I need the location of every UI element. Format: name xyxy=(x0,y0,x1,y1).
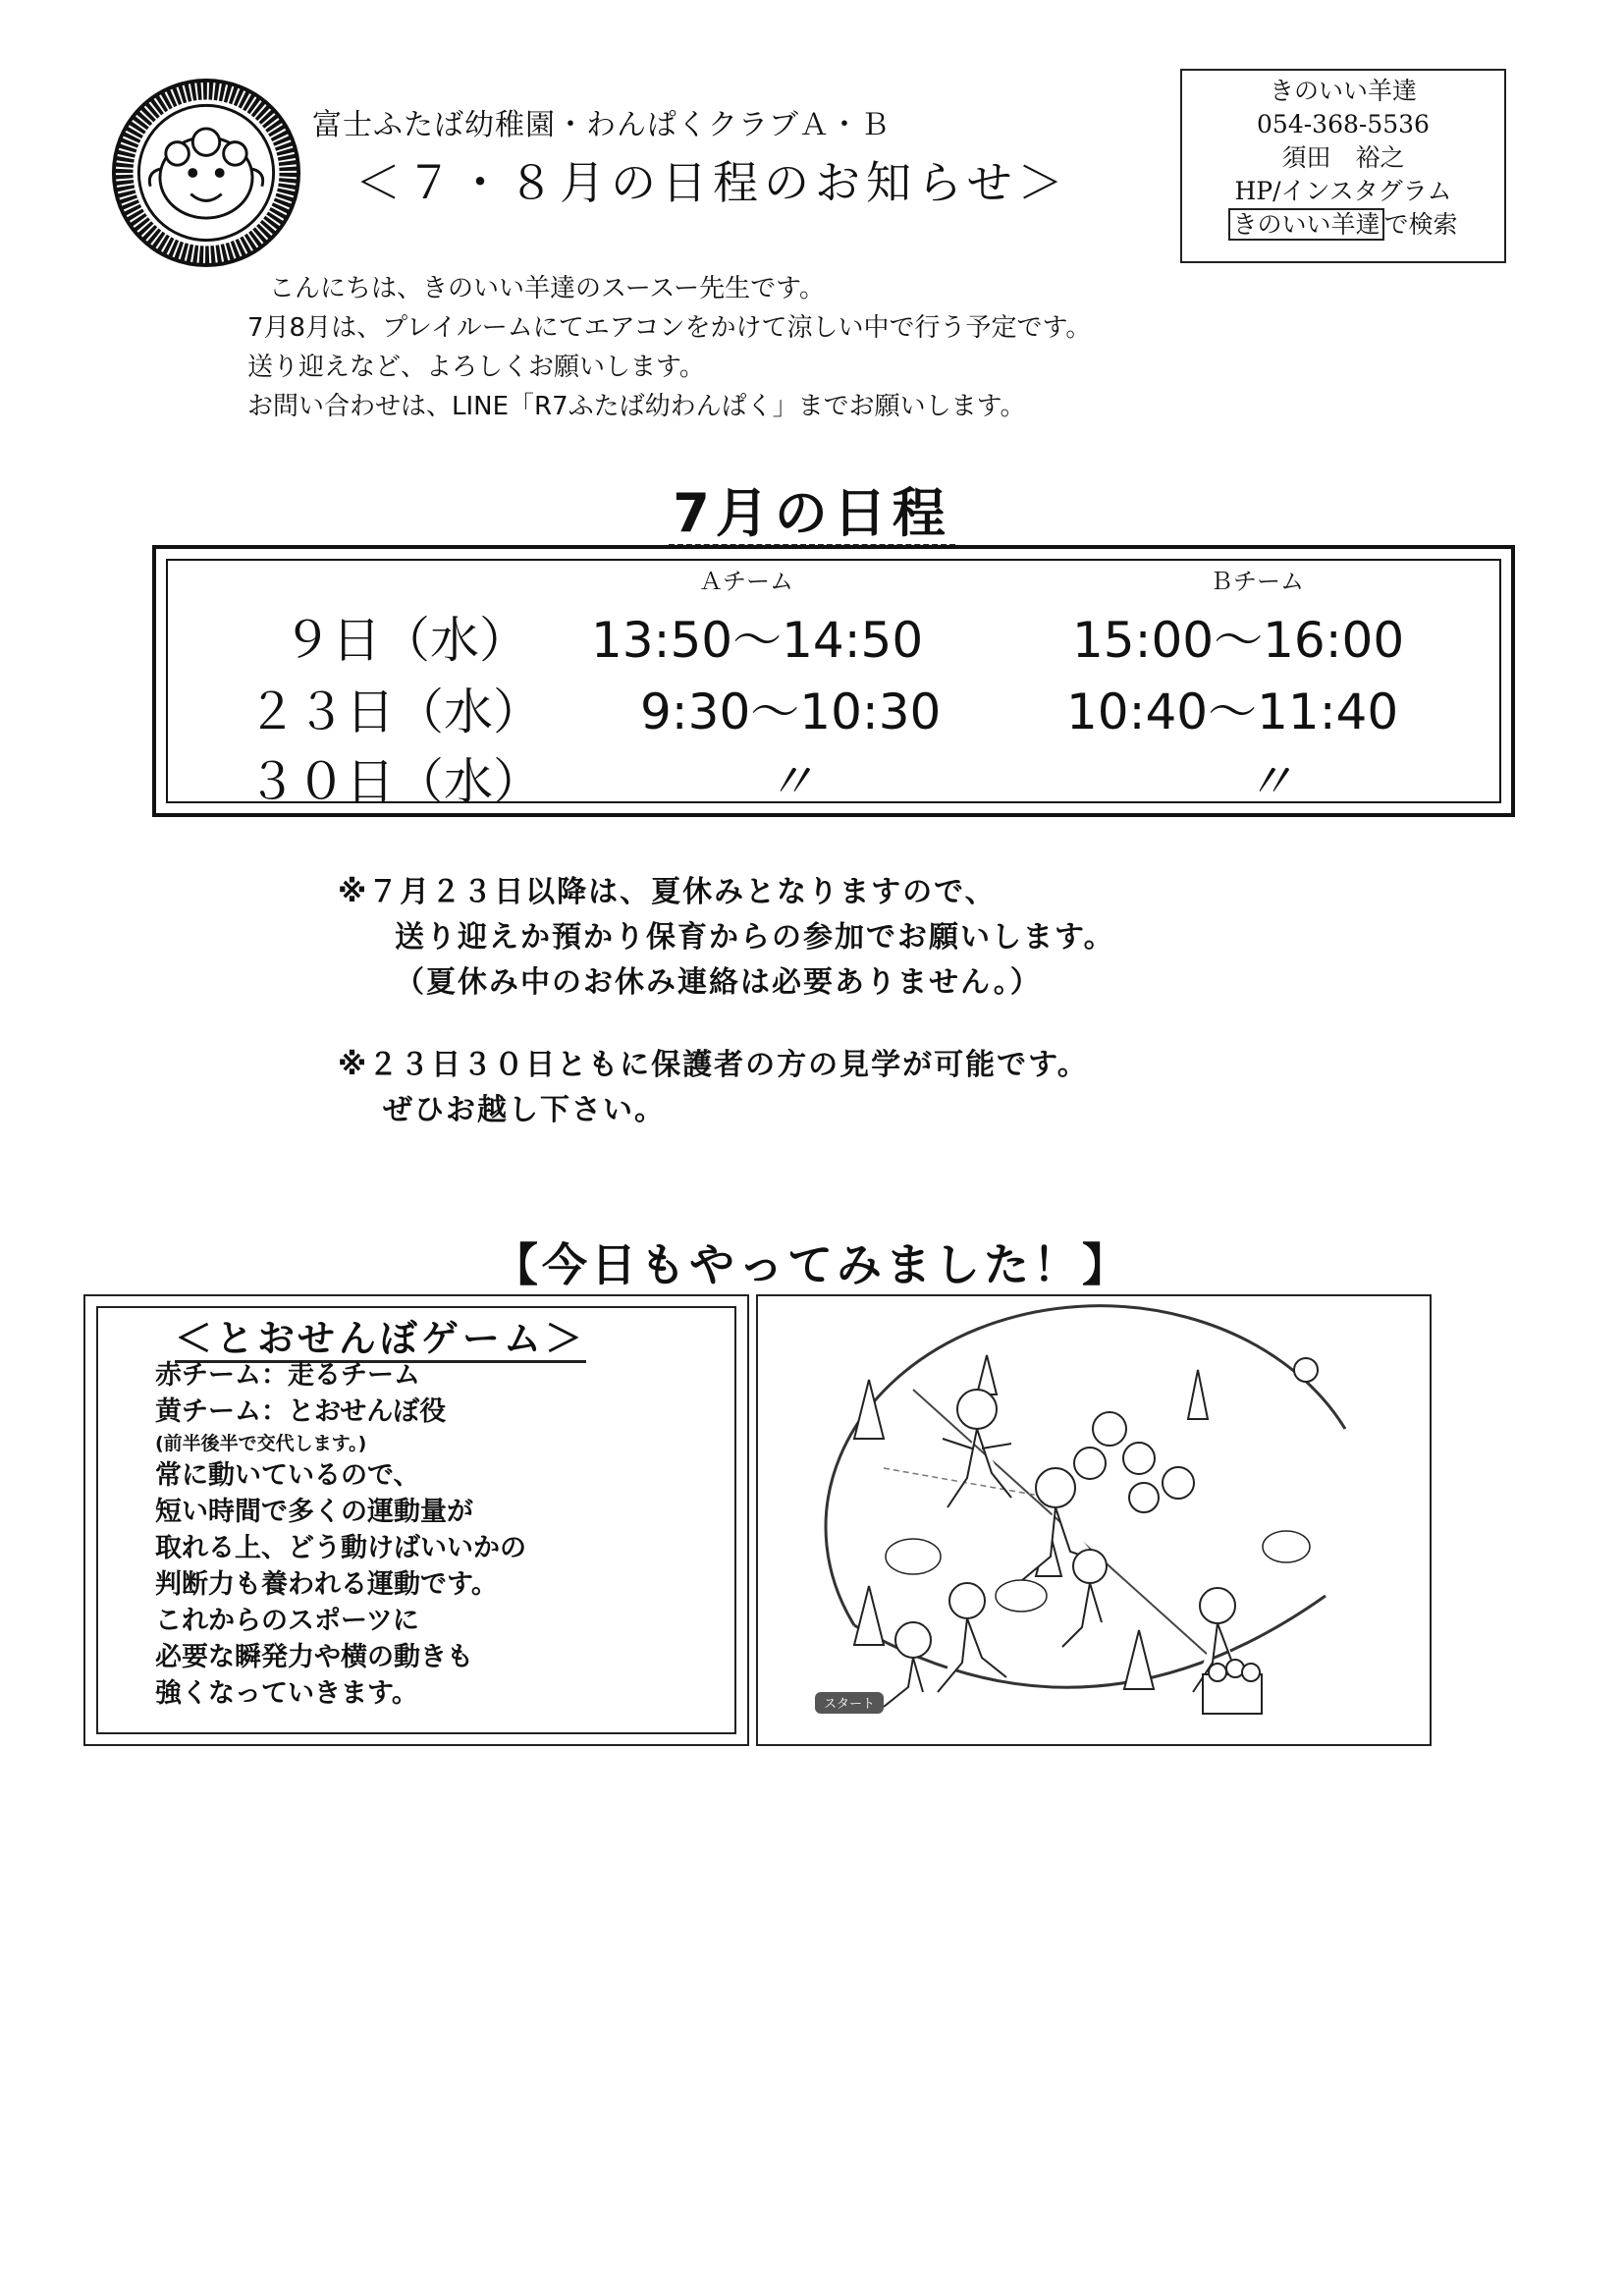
search-keyword: きのいい羊達 xyxy=(1228,208,1383,241)
intro-line: 送り迎えなど、よろしくお願いします。 xyxy=(247,353,705,382)
intro-text xyxy=(247,269,1091,426)
schedule-time-b: 15:00～16:00 xyxy=(1072,612,1405,669)
note-summer xyxy=(338,870,1115,1006)
sheep-logo xyxy=(110,77,302,269)
game-line: 赤チーム：走るチーム xyxy=(155,1360,420,1391)
game-description xyxy=(155,1357,526,1712)
ball-basket-icon xyxy=(1203,1660,1262,1714)
game-line: これからのスポーツに xyxy=(155,1606,419,1636)
intro-line: お問い合わせは、LINE「R7ふたば幼わんぱく」までお願いします。 xyxy=(247,392,1026,421)
start-label: スタート xyxy=(823,1697,876,1712)
game-line: 強くなっていきます。 xyxy=(155,1678,418,1709)
contact-name: 須田 裕之 xyxy=(1281,143,1405,172)
contact-org: きのいい羊達 xyxy=(1269,77,1417,105)
team-b-header: Ｂチーム xyxy=(1210,568,1304,595)
contact-phone: 054-368-5536 xyxy=(1257,110,1430,138)
note-line: ぜひお越し下さい。 xyxy=(383,1093,666,1127)
note-line: ※２３日３０日ともに保護者の方の見学が可能です。 xyxy=(338,1048,1089,1082)
schedule-time-a: 〃 xyxy=(766,753,815,810)
start-badge xyxy=(815,1692,884,1714)
team-a-header: Ａチーム xyxy=(699,568,793,595)
game-line: 常に動いているので、 xyxy=(155,1460,420,1491)
game-title-text: ＜とおせんぼゲーム＞ xyxy=(175,1317,586,1363)
search-suffix: で検索 xyxy=(1383,210,1458,239)
schedule-title-text: 7月の日程 xyxy=(669,482,955,547)
schedule-time-b: 〃 xyxy=(1245,753,1294,810)
game-line: 黄チーム：とおせんぼ役 xyxy=(155,1396,447,1427)
schedule-time-b: 10:40～11:40 xyxy=(1066,683,1399,740)
game-illustration xyxy=(795,1301,1404,1723)
schedule-date: ９日（水） xyxy=(283,612,528,669)
intro-line: 7月8月は、プレイルームにてエアコンをかけて涼しい中で行う予定です。 xyxy=(247,313,1092,343)
note-line: ※７月２３日以降は、夏休みとなりますので、 xyxy=(338,875,997,909)
contact-search xyxy=(1182,208,1504,242)
game-title xyxy=(175,1308,586,1362)
game-line: 取れる上、どう動けばいいかの xyxy=(155,1533,526,1563)
schedule-time-a: 9:30～10:30 xyxy=(640,683,942,740)
note-visit xyxy=(338,1043,1089,1133)
game-line: 判断力も養われる運動です。 xyxy=(155,1569,498,1600)
game-line: (前半後半で交代します。) xyxy=(155,1433,367,1454)
child-figure-icon xyxy=(884,1358,1318,1707)
contact-hp: HP/インスタグラム xyxy=(1234,177,1452,205)
today-title: 【今日もやってみました！】 xyxy=(493,1238,1131,1291)
contact-box xyxy=(1180,69,1506,263)
schedule-date: ２３日（水） xyxy=(247,683,542,740)
schedule-title xyxy=(0,471,1624,547)
header-subtitle: 富士ふたば幼稚園・わんぱくクラブＡ・Ｂ xyxy=(312,108,891,142)
page-title: ＜７・８月の日程のお知らせ＞ xyxy=(355,156,1069,209)
schedule-date: ３０日（水） xyxy=(247,753,542,810)
note-line: （夏休み中のお休み連絡は必要ありません。） xyxy=(395,965,1042,1000)
intro-line: こんにちは、きのいい羊達のスースー先生です。 xyxy=(269,274,826,303)
game-line: 必要な瞬発力や横の動きも xyxy=(155,1642,473,1672)
note-line: 送り迎えか預かり保育からの参加でお願いします。 xyxy=(395,920,1115,955)
schedule-time-a: 13:50～14:50 xyxy=(591,612,924,669)
game-line: 短い時間で多くの運動量が xyxy=(155,1497,473,1527)
